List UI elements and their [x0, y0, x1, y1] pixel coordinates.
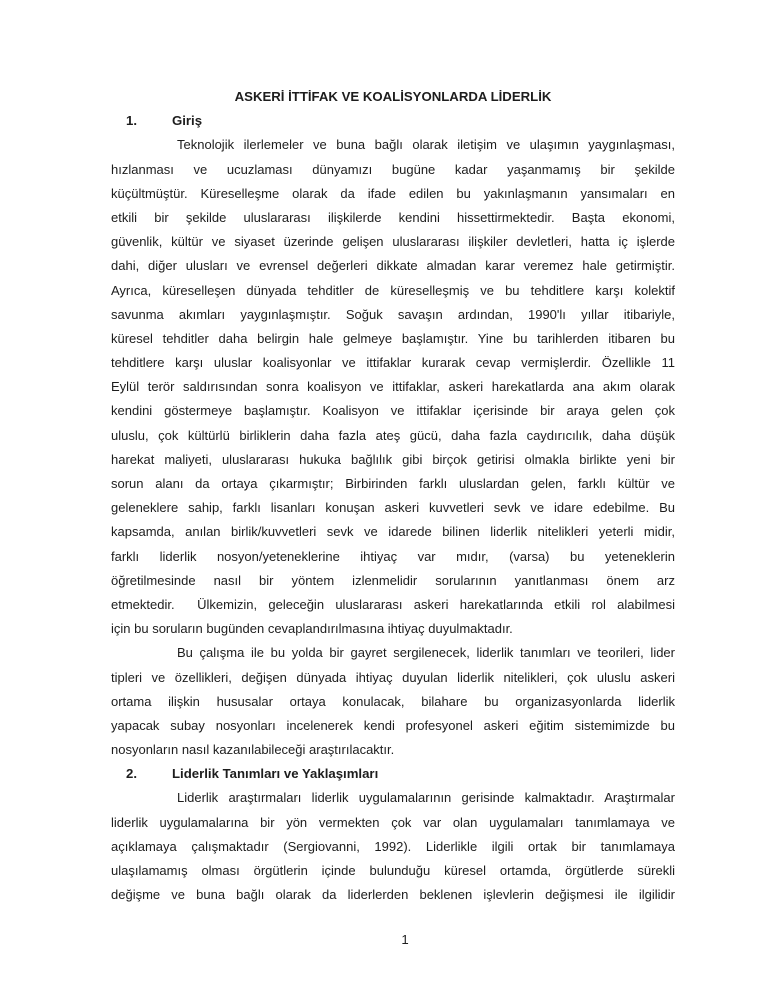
paragraph-line: hızlanması ve ucuzlaması dünyamızı bugüne kadar yaşanmamış bir şekilde: [111, 161, 675, 177]
paragraph-line: yapacak subay nosyonları incelenerek kendi profesyonel askeri eğitim sistemimizde bu: [111, 717, 675, 733]
document-body: [111, 85, 675, 907]
paragraph-line: Ayrıca, küreselleşen dünyada tehditler de küreselleşmiş ve bu tehditlere karşı kolektif: [111, 282, 675, 298]
paragraph-line: Teknolojik ilerlemeler ve buna bağlı olarak iletişim ve ulaşımın yaygınlaşması,: [177, 137, 675, 153]
heading-number: 1.: [126, 113, 137, 129]
paragraph-line: kendini göstermeye başlamıştır. Koalisyon ve ittifaklar içerisinde bir araya gelen çok: [111, 403, 675, 419]
paragraph-line: tipleri ve özellikleri, değişen dünyada ihtiyaç duyulan liderlik nitelikleri, çok uluslu askeri: [111, 669, 675, 685]
paragraph-line: harekat maliyeti, uluslararası hukuka bağlılık gibi birçok getirisi olmakla birlikte yeni bir: [111, 451, 675, 467]
paragraph-line: değişme ve buna bağlı olarak da liderlerden beklenen işlevlerin değişmesi ile ilgilidir: [111, 887, 675, 903]
paragraph-line: tehditlere karşı uluslar koalisyonlar ve ittifaklar kurarak cevap vermişlerdir. Özellikle 11: [111, 355, 675, 371]
paragraph-line: güvenlik, kültür ve siyaset üzerinde gelişen uluslararası ilişkiler devletleri, hatta iç işlerde: [111, 234, 675, 250]
paragraph-line: ulaşılamamış olması örgütlerin içinde bulunduğu küresel ortamda, örgütlerde sürekli: [111, 863, 675, 879]
paragraph-line: için bu soruların bugünden cevaplandırılmasına ihtiyaç duyulmaktadır.: [111, 621, 513, 637]
paragraph-line: dahi, diğer ulusları ve evrensel değerleri dikkate almadan karar veremez hale getirmiştir.: [111, 258, 675, 274]
paragraph-line: açıklamaya çalışmaktadır (Sergiovanni, 1992). Liderlikle ilgili ortak bir tanımlamaya: [111, 838, 675, 854]
paragraph-line: liderlik uygulamalarına bir yön vermekten çok var olan uygulamaları tanımlamaya ve: [111, 814, 675, 830]
section-heading: [111, 762, 675, 786]
paragraph-line: Bu çalışma ile bu yolda bir gayret sergilenecek, liderlik tanımları ve teorileri, lider: [177, 645, 675, 661]
document-title: ASKERİ İTTİFAK VE KOALİSYONLARDA LİDERLİK: [234, 89, 552, 104]
paragraph-line: küresel tehditler daha belirgin hale gelmeye başlamıştır. Yine bu tarihlerden itibaren bu: [111, 330, 675, 346]
paragraph-line: Liderlik araştırmaları liderlik uygulamalarının gerisinde kalmaktadır. Araştırmalar: [177, 790, 675, 806]
paragraph-line: kapsamda, anılan birlik/kuvvetleri sevk ve idarede bilinen liderlik nitelikleri yeterli midir,: [111, 524, 675, 540]
paragraph-line: küçültmüştür. Küreselleşme olarak da ifade edilen bu yakınlaşmanın yansımaları en: [111, 185, 675, 201]
paragraph-line: nosyonların nasıl kazanılabileceği araştırılacaktır.: [111, 742, 395, 758]
paragraph-line: uluslu, çok kültürlü birliklerin daha fazla ateş gücü, daha fazla caydırıcılık, daha düşük: [111, 427, 675, 443]
section-heading: [111, 109, 675, 133]
paragraph-line: etkili bir şekilde uluslararası ilişkilerde kendini hissettirmektedir. Başta ekonomi,: [111, 209, 675, 225]
paragraph-line: savunma akımları yaygınlaşmıştır. Soğuk savaşın ardından, 1990'lı yıllar itibariyle,: [111, 306, 675, 322]
heading-label: Liderlik Tanımları ve Yaklaşımları: [172, 766, 379, 782]
paragraph-line: Eylül terör saldırısından sonra koalisyon ve ittifaklar, askeri harekatlarda ana akım olarak: [111, 379, 675, 395]
paragraph-line: etmektedir. Ülkemizin, geleceğin uluslararası askeri harekatlarında etkili rol alabilmesi: [111, 596, 675, 612]
paragraph-line: öğretilmesinde nasıl bir yöntem izlenmelidir sorularının yanıtlanması önem arz: [111, 572, 675, 588]
paragraph-line: farklı liderlik nosyon/yeteneklerine ihtiyaç var mıdır, (varsa) bu yeteneklerin: [111, 548, 675, 564]
heading-label: Giriş: [172, 113, 203, 129]
paragraph-line: ortama ilişkin hususalar ortaya konulacak, bilahare bu organizasyonlarda liderlik: [111, 693, 675, 709]
paragraph-line: sorun alanı da ortaya çıkarmıştır; Birbirinden farklı uluslardan gelen, farklı kültür ve: [111, 476, 675, 492]
paragraph-line: geleneklere sahip, farklı lisanları konuşan askeri kuvvetleri sevk ve idare edebilme. Bu: [111, 500, 675, 516]
page-number: 1: [401, 932, 409, 947]
heading-number: 2.: [126, 766, 137, 782]
